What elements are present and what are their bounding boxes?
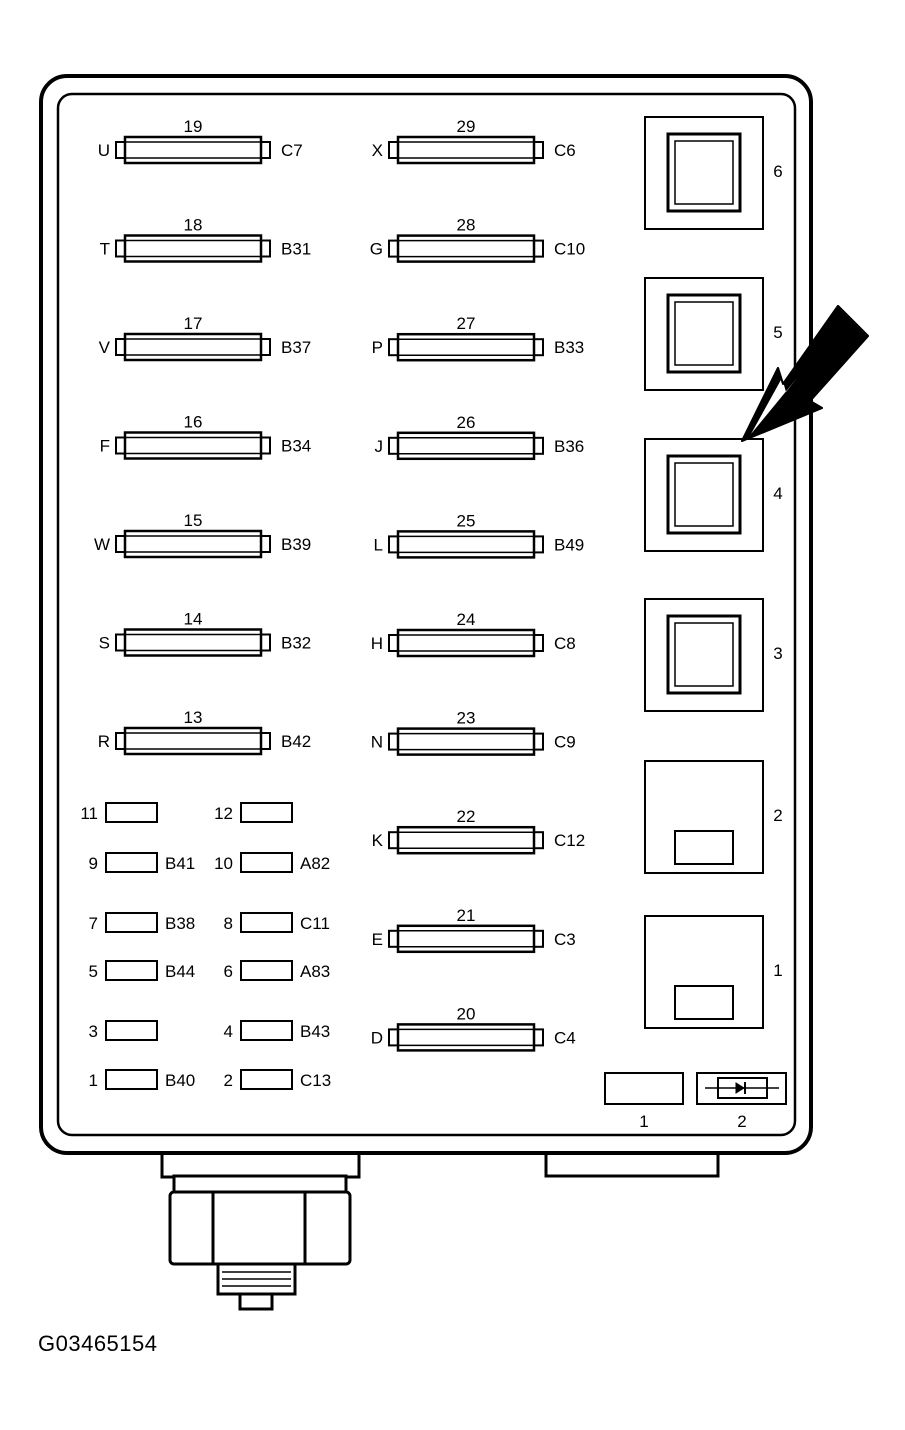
fuse-terminal-right [261, 733, 270, 749]
fuse-circuit-letter: R [97, 732, 110, 751]
fuse-terminal-right [261, 635, 270, 651]
mini-fuse-body [241, 853, 292, 872]
fuse-terminal-left [389, 832, 398, 848]
mini-fuse-body [106, 961, 157, 980]
fuse-terminal-left [389, 734, 398, 750]
fuse-number: 15 [183, 511, 203, 530]
fuse-terminal-right [261, 536, 270, 552]
fuse-terminal-right [534, 635, 543, 651]
mini-fuse-code: B43 [300, 1022, 331, 1041]
mini-fuse-body [241, 913, 292, 932]
mini-fuse-code: A83 [300, 962, 331, 981]
relay-1 [645, 916, 783, 1028]
fuse-number: 23 [456, 708, 476, 728]
fuse-terminal-left [389, 438, 398, 454]
fuse-terminal-left [116, 536, 125, 552]
mini-fuse-10 [214, 853, 330, 873]
relay-2 [645, 761, 783, 873]
relay-number: 5 [773, 323, 783, 342]
relay-number: 2 [773, 806, 783, 825]
component-2-label: 2 [737, 1112, 747, 1131]
fuse-body [398, 531, 534, 557]
fuse-terminal-right [534, 832, 543, 848]
relay-cover-inner [675, 141, 733, 204]
mini-fuse-number: 7 [88, 914, 98, 933]
fuse-circuit-code: C6 [554, 141, 576, 160]
fuse-terminal-right [534, 241, 543, 257]
mini-fuse-code: C13 [300, 1071, 332, 1090]
mini-fuse-number: 9 [88, 854, 98, 873]
figure-id: G03465154 [38, 1331, 158, 1356]
fuse-terminal-right [534, 536, 543, 552]
relay-cover-inner [675, 463, 733, 526]
relay-6 [645, 117, 783, 229]
mini-fuse-body [241, 803, 292, 822]
mini-fuse-body [106, 1070, 157, 1089]
fuse-body [125, 630, 261, 656]
fuse-body [398, 1024, 534, 1050]
fuse-terminal-left [116, 635, 125, 651]
mini-fuse-body [106, 803, 157, 822]
fuse-circuit-letter: L [373, 535, 383, 555]
fuse-circuit-code: B31 [281, 239, 312, 259]
relay-number: 6 [773, 162, 783, 181]
mini-fuse-code: A82 [300, 854, 331, 873]
fuse-circuit-letter: F [99, 436, 110, 456]
relay-number: 4 [773, 484, 783, 503]
fuse-terminal-right [261, 142, 270, 158]
fuse-terminal-right [534, 142, 543, 158]
relay-terminal [675, 986, 733, 1019]
fuse-circuit-code: C7 [281, 141, 303, 160]
mini-fuse-number: 4 [223, 1022, 233, 1041]
fuse-circuit-code: C4 [554, 1028, 576, 1048]
fuse-number: 21 [456, 905, 476, 925]
fuse-body [398, 137, 534, 163]
mini-fuse-code: B44 [165, 962, 196, 981]
mini-fuse-number: 5 [88, 962, 98, 981]
relay-4 [645, 439, 783, 551]
relay-number: 1 [773, 961, 783, 980]
fuse-circuit-code: C12 [554, 831, 586, 851]
fuse-body [125, 728, 261, 754]
fuse-circuit-letter: X [371, 141, 383, 160]
fuse-terminal-left [389, 931, 398, 947]
fuse-body [398, 433, 534, 459]
fuse-circuit-letter: G [369, 239, 383, 259]
mini-fuse-12 [214, 803, 292, 823]
fuse-terminal-right [534, 931, 543, 947]
fuse-terminal-right [534, 1029, 543, 1045]
fuse-terminal-right [534, 438, 543, 454]
fuse-body [398, 334, 534, 360]
fuse-terminal-right [534, 734, 543, 750]
fuse-circuit-code: B39 [281, 535, 312, 554]
mini-fuse-code: C11 [300, 914, 330, 933]
fuse-terminal-left [389, 339, 398, 355]
mini-fuse-number: 1 [88, 1071, 98, 1090]
fuse-circuit-letter: T [99, 239, 110, 259]
mini-fuse-number: 12 [214, 804, 233, 823]
fuse-circuit-code: B42 [281, 732, 312, 751]
relay-cover-inner [675, 623, 733, 686]
fuse-circuit-letter: D [370, 1028, 383, 1048]
fuse-terminal-right [261, 438, 270, 454]
fuse-body [125, 334, 261, 360]
fuse-circuit-letter: V [98, 338, 110, 357]
fuse-number: 19 [183, 117, 203, 136]
mini-fuse-body [106, 913, 157, 932]
fuse-circuit-code: B33 [554, 338, 585, 358]
mini-fuse-11 [80, 803, 157, 823]
fuse-number: 29 [456, 117, 476, 136]
fuse-circuit-code: C8 [554, 634, 576, 653]
fuse-terminal-left [116, 438, 125, 454]
fuse-body [398, 827, 534, 853]
fuse-terminal-left [389, 1029, 398, 1045]
fuse-terminal-left [389, 241, 398, 257]
mini-fuse-body [241, 1070, 292, 1089]
fuse-body [125, 433, 261, 459]
fuse-terminal-right [534, 339, 543, 355]
fuse-terminal-left [116, 142, 125, 158]
fuse-number: 14 [183, 609, 203, 629]
fuse-number: 26 [456, 412, 476, 432]
fuse-number: 16 [183, 412, 203, 432]
fuse-terminal-left [116, 733, 125, 749]
relay-3 [645, 599, 783, 711]
fuse-terminal-left [389, 536, 398, 552]
component-1-body [605, 1073, 683, 1104]
fuse-circuit-code: B37 [281, 338, 312, 357]
fuse-number: 28 [456, 215, 476, 235]
fuse-circuit-letter: J [374, 436, 383, 456]
fuse-circuit-letter: U [97, 141, 110, 160]
fuse-circuit-letter: W [93, 535, 110, 554]
relay-terminal [675, 831, 733, 864]
fuse-body [398, 236, 534, 262]
fuse-circuit-code: B34 [281, 436, 312, 456]
fuse-circuit-letter: S [98, 633, 110, 653]
fuse-number: 27 [456, 314, 476, 334]
mini-fuse-code: B40 [165, 1071, 196, 1090]
mini-fuse-code: B41 [165, 854, 196, 873]
fuse-number: 24 [456, 610, 476, 629]
relay-cover-inner [675, 302, 733, 365]
fuse-terminal-left [389, 142, 398, 158]
mini-fuse-number: 2 [223, 1071, 233, 1090]
fuse-terminal-left [116, 241, 125, 257]
fuse-terminal-right [261, 241, 270, 257]
mini-fuse-number: 8 [223, 914, 233, 933]
mini-fuse-number: 11 [80, 804, 98, 823]
fuse-circuit-letter: N [370, 732, 383, 752]
mini-fuse-body [241, 961, 292, 980]
fuse-terminal-right [261, 339, 270, 355]
fuse-circuit-code: B49 [554, 535, 585, 555]
fuse-number: 17 [183, 314, 203, 333]
fuse-body [398, 926, 534, 952]
fuse-body [125, 531, 261, 557]
relay-number: 3 [773, 644, 783, 663]
fuse-terminal-left [389, 635, 398, 651]
mounting-stud [162, 1145, 359, 1309]
mini-fuse-code: B38 [165, 914, 196, 933]
fuse-number: 13 [183, 708, 203, 727]
mini-fuse-body [106, 1021, 157, 1040]
fuse-number: 20 [456, 1004, 476, 1024]
fuse-circuit-code: C9 [554, 732, 576, 752]
fuse-number: 25 [456, 511, 476, 531]
fuse-body [125, 236, 261, 262]
fuse-circuit-code: B36 [554, 436, 585, 456]
fuse-circuit-letter: K [371, 831, 383, 851]
fuse-body [398, 630, 534, 656]
mini-fuse-number: 10 [214, 854, 233, 873]
mini-fuse-body [241, 1021, 292, 1040]
fuse-body [125, 137, 261, 163]
relay-5 [645, 278, 783, 390]
fuse-circuit-code: B32 [281, 633, 312, 653]
fuse-number: 22 [456, 807, 476, 827]
fuse-circuit-letter: P [371, 338, 383, 358]
mini-fuse-number: 6 [223, 962, 233, 981]
fuse-body [398, 729, 534, 755]
fuse-circuit-code: C10 [554, 239, 586, 259]
fuse-circuit-letter: H [370, 634, 383, 653]
component-1-label: 1 [639, 1112, 649, 1131]
fuse-circuit-code: C3 [554, 929, 576, 949]
mini-fuse-number: 3 [88, 1022, 98, 1041]
fuse-circuit-letter: E [371, 929, 383, 949]
fuse-number: 18 [183, 215, 203, 235]
mini-fuse-body [106, 853, 157, 872]
fuse-terminal-left [116, 339, 125, 355]
